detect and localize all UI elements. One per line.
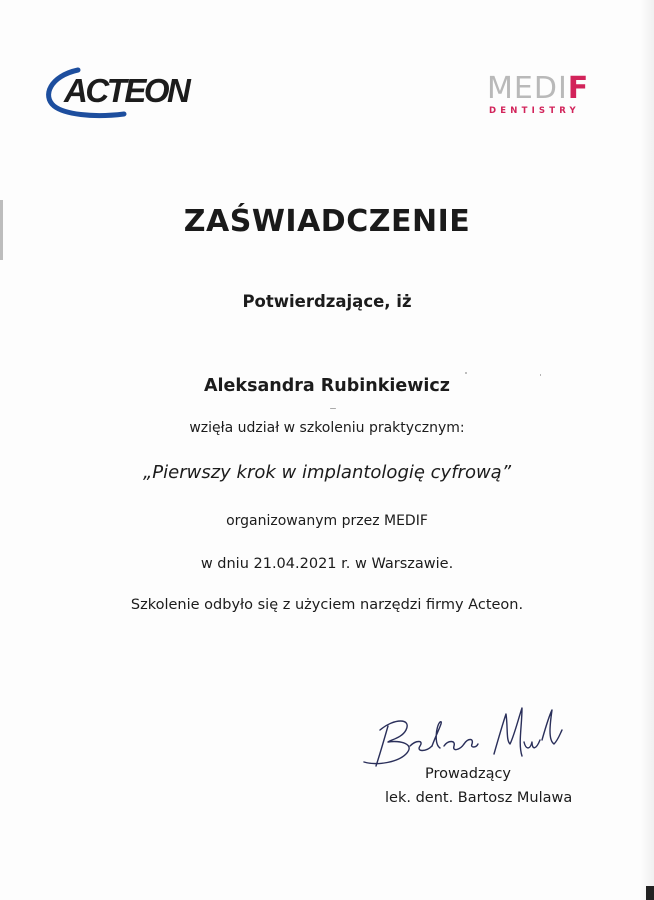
scan-speck (330, 408, 336, 409)
participation-statement: wzięła udział w szkoleniu praktycznym: (189, 420, 465, 436)
signatory-role: Prowadzący (425, 766, 512, 782)
certificate-title: ZAŚWIADCZENIE (183, 204, 471, 239)
handwritten-signature (360, 700, 570, 772)
participant-name: Aleksandra Rubinkiewicz (204, 376, 450, 396)
medif-logo-text (487, 72, 589, 106)
date-place-line: w dniu 21.04.2021 r. w Warszawie. (200, 556, 454, 572)
course-title: „Pierwszy krok w implantologię cyfrową” (142, 462, 512, 483)
medif-logo-main: MEDI (487, 71, 568, 106)
organizer-line: organizowanym przez MEDIF (226, 513, 428, 529)
acteon-logo-graphic (40, 62, 215, 122)
scan-speck (465, 372, 467, 374)
medif-logo-subtitle: DENTISTRY (489, 106, 580, 116)
acteon-logo-text: ACTEON (64, 72, 189, 109)
medif-logo-accent-letter: F (567, 71, 590, 106)
scan-speck (540, 374, 541, 376)
confirmation-phrase: Potwierdzające, iż (242, 292, 412, 311)
scan-right-shadow (640, 0, 654, 900)
signatory-name: lek. dent. Bartosz Mulawa (385, 790, 573, 806)
acteon-logo (40, 62, 215, 122)
scan-corner-mark (646, 886, 654, 900)
medif-logo (487, 71, 590, 120)
tools-line: Szkolenie odbyło się z użyciem narzędzi firmy Acteon. (130, 597, 524, 613)
